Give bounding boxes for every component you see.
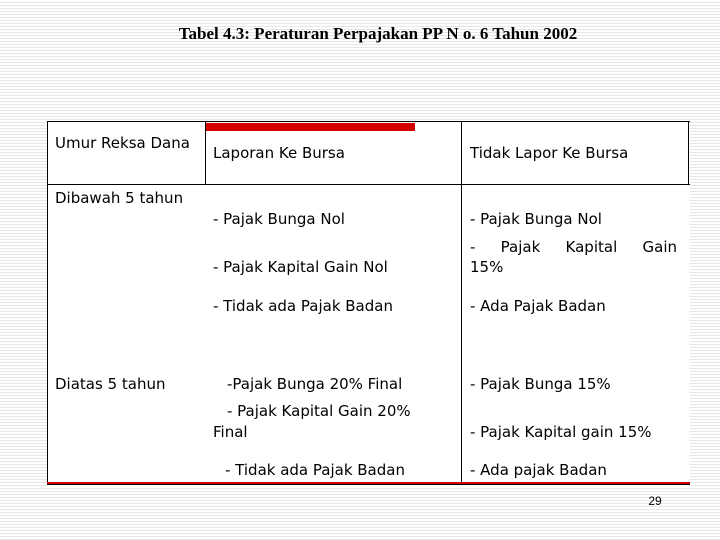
col-divider-left [47, 121, 48, 485]
col-divider-1 [205, 121, 206, 185]
row2-laporan-item-2-cont: Final [213, 423, 248, 441]
row2-tidak-lapor-item-1: - Pajak Bunga 15% [470, 375, 611, 393]
row1-tidak-lapor-item-2-cont: 15% [470, 258, 504, 276]
row2-laporan-item-1: -Pajak Bunga 20% Final [227, 375, 403, 393]
tax-regulation-table [47, 121, 690, 487]
table-bottom-accent [47, 482, 690, 484]
header-laporan-ke-bursa: Laporan Ke Bursa [213, 144, 345, 162]
row1-tidak-lapor-item-2: - Pajak Kapital Gain [470, 238, 677, 256]
header-umur-reksa-dana: Umur Reksa Dana [55, 134, 190, 152]
col-divider-right [688, 121, 689, 185]
header-accent-bar [205, 123, 415, 131]
row2-tidak-lapor-item-2: - Pajak Kapital gain 15% [470, 423, 652, 441]
row1-laporan-item-3: - Tidak ada Pajak Badan [213, 297, 393, 315]
table-bottom-border [47, 484, 690, 485]
col-divider-2 [461, 121, 462, 485]
header-bottom-border [47, 184, 690, 185]
row-label-dibawah-5-tahun: Dibawah 5 tahun [55, 189, 184, 207]
row2-tidak-lapor-item-3: - Ada pajak Badan [470, 461, 607, 479]
page-number: 29 [648, 494, 662, 508]
row1-tidak-lapor-item-1: - Pajak Bunga Nol [470, 210, 602, 228]
row2-laporan-item-2: - Pajak Kapital Gain 20% [227, 402, 411, 420]
row-label-diatas-5-tahun: Diatas 5 tahun [55, 375, 166, 393]
row1-laporan-item-1: - Pajak Bunga Nol [213, 210, 345, 228]
table-title: Tabel 4.3: Peraturan Perpajakan PP N o. 6 Tahun 2002 [178, 24, 578, 43]
row1-laporan-item-2: - Pajak Kapital Gain Nol [213, 258, 388, 276]
table-top-border [47, 121, 690, 122]
row1-tidak-lapor-item-3: - Ada Pajak Badan [470, 297, 606, 315]
header-tidak-lapor-ke-bursa: Tidak Lapor Ke Bursa [470, 144, 629, 162]
row2-laporan-item-3: - Tidak ada Pajak Badan [225, 461, 405, 479]
